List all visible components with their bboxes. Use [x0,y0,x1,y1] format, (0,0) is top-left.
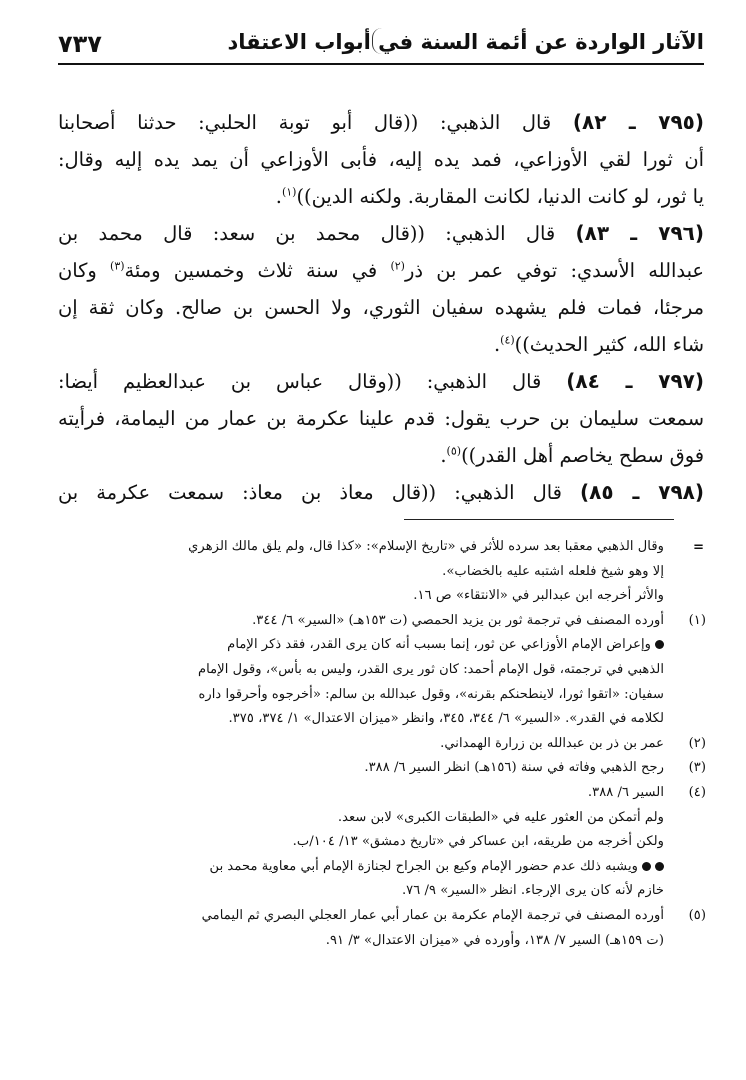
bullet-icon [655,862,664,871]
footnotes [66,535,706,953]
continuation-mark: = [692,540,704,555]
footnote-text: وإعراض الإمام الأوزاعي عن ثور، إنما بسبب أنه كان يرى القدر، فقد ذكر الإمام [227,637,651,653]
footnote-separator [404,519,674,520]
footnote-number: (٣) [688,760,706,776]
narration-text: عبدالله الأسدي: توفي عمر بن ذر [404,259,704,282]
footnote-line: أورده المصنف في ترجمة الإمام عكرمة بن عمار أبي عمار العجلي البصري ثم اليمامي [201,907,664,923]
end-mark: . [275,185,282,208]
narration-number: (٧٩٨ ـ ٨٥) [580,480,704,504]
end-mark: . [493,333,501,356]
bullet-icon [642,862,651,871]
footnote-marker[interactable]: (١) [281,185,297,199]
footnote-text: ويشبه ذلك عدم حضور الإمام وكيع بن الجراح لجنازة الإمام أبي معاوية محمد بن [209,858,638,874]
narration-number: (٧٩٥ ـ ٨٢) [572,110,705,134]
narration-text: قال الذهبي: ((قال أبو توبة الحلبي: حدثنا أصحابنا [58,111,552,134]
footnote-5 [66,904,706,953]
narration-text: شاء الله، كثير الحديث)) [514,333,704,356]
footnote-line: ولم أتمكن من العثور عليه في «الطبقات الكبرى» لابن سعد. [337,809,664,825]
page-number: ٧٣٧ [58,30,102,58]
footnote-line [66,855,664,880]
narration-text: في سنة ثلاث وخمسين ومئة [124,259,378,282]
footnote-1 [66,609,706,732]
header-rule [58,63,704,65]
text-line [58,215,704,252]
text-line: أن ثورا لقي الأوزاعي، فمد يده إليه، فأبى الأوزاعي أن يمد يده إليه وقال: [58,148,704,171]
narration-entry [58,474,704,511]
footnote-line: وقال الذهبي معقبا بعد سرده للأثر في «تاريخ الإسلام»: «كذا قال، ولم يلق مالك الزهري [188,539,664,554]
end-mark: . [440,444,447,467]
narration-text: قال الذهبي: ((قال محمد بن سعد: قال محمد بن [58,222,556,245]
running-title: الآثار الواردة عن أئمة السنة في أبواب الاعتقاد [227,30,704,54]
narration-entry [58,215,704,363]
footnote-4 [66,781,706,904]
footnote-marker[interactable]: (٣) [110,259,125,273]
text-line [58,474,704,511]
footnote-line: أورده المصنف في ترجمة ثور بن يزيد الحمصي (ت ١٥٣هـ) «السير» ٦/ ٣٤٤. [252,612,664,628]
text-line [58,104,704,141]
text-line: مرجئا، فمات فلم يشهده سفيان الثوري، ولا الحسن بن صالح. وكان ثقة إن [58,296,704,319]
footnote-line: لكلامه في القدر». «السير» ٦/ ٣٤٤، ٣٤٥، وانظر «ميزان الاعتدال» ١/ ٣٧٤، ٣٧٥. [228,711,664,727]
footnote-3 [66,756,706,781]
footnote-number: (٤) [688,784,706,800]
page-header [58,26,704,66]
footnote-marker[interactable]: (٤) [500,333,515,347]
footnote-line: (ت ١٥٩هـ) السير ٧/ ١٣٨، وأورده في «ميزان الاعتدال» ٣/ ٩١. [325,932,664,948]
text-line: سمعت سليمان بن حرب يقول: قدم علينا عكرمة بن عمار من اليمامة، فرأيته [58,407,704,430]
footnote-number: (١) [688,612,706,628]
narration-text: يا ثور، لو كانت الدنيا، لكانت المقاربة. ولكنه الدين)) [296,185,704,208]
main-text [58,104,704,511]
text-line [58,437,704,474]
text-line [58,326,704,363]
footnote-line: رجح الذهبي وفاته في سنة (١٥٦هـ) انظر السير ٦/ ٣٨٨. [364,760,664,776]
footnote-line: والأثر أخرجه ابن عبدالبر في «الانتقاء» ص ١٦. [413,588,664,604]
footnote-continuation [66,535,706,609]
footnote-number: (٥) [688,907,706,923]
narration-text: قال الذهبي: ((وقال عباس بن عبدالعظيم أيضا: [58,370,542,393]
narration-entry [58,363,704,474]
footnote-line: عمر بن ذر بن عبدالله بن زرارة الهمداني. [440,735,664,751]
narration-entry [58,104,704,215]
footnote-marker[interactable]: (٥) [446,444,462,458]
footnote-line [66,633,664,658]
text-line [58,363,704,400]
footnote-2 [66,732,706,757]
footnote-number: (٢) [688,735,706,751]
narration-text: فوق سطح يخاصم أهل القدر)) [461,444,704,467]
footnote-line: سفيان: «اتقوا ثورا، لاينطحنكم بقرنه»، وقول عبدالله بن سالم: «أخرجوه وأحرقوا داره [198,686,664,702]
text-line [58,252,704,289]
footnote-line: ولكن أخرجه من طريقه، ابن عساكر في «تاريخ دمشق» ١٣/ ١٠٤/ب. [292,834,664,850]
narration-number: (٧٩٦ ـ ٨٣) [575,221,704,245]
footnote-line: خازم لأنه كان يرى الإرجاء. انظر «السير» ٩/ ٧٦. [401,883,664,899]
narration-text: وكان [58,259,97,282]
bullet-icon [655,640,664,649]
footnote-line: الذهبي في ترجمته، قول الإمام أحمد: كان ثور يرى القدر، وليس به بأس»، وقول الإمام [197,661,664,677]
footnote-line: السير ٦/ ٣٨٨. [587,784,664,800]
footnote-marker[interactable]: (٢) [390,259,405,273]
narration-text: قال الذهبي: ((قال معاذ بن معاذ: سمعت عكرمة بن [58,481,562,504]
narration-number: (٧٩٧ ـ ٨٤) [566,369,704,393]
footnote-line: إلا وهو شيخ فلعله اشتبه عليه بالخضاب». [442,563,664,579]
text-line [58,178,704,215]
